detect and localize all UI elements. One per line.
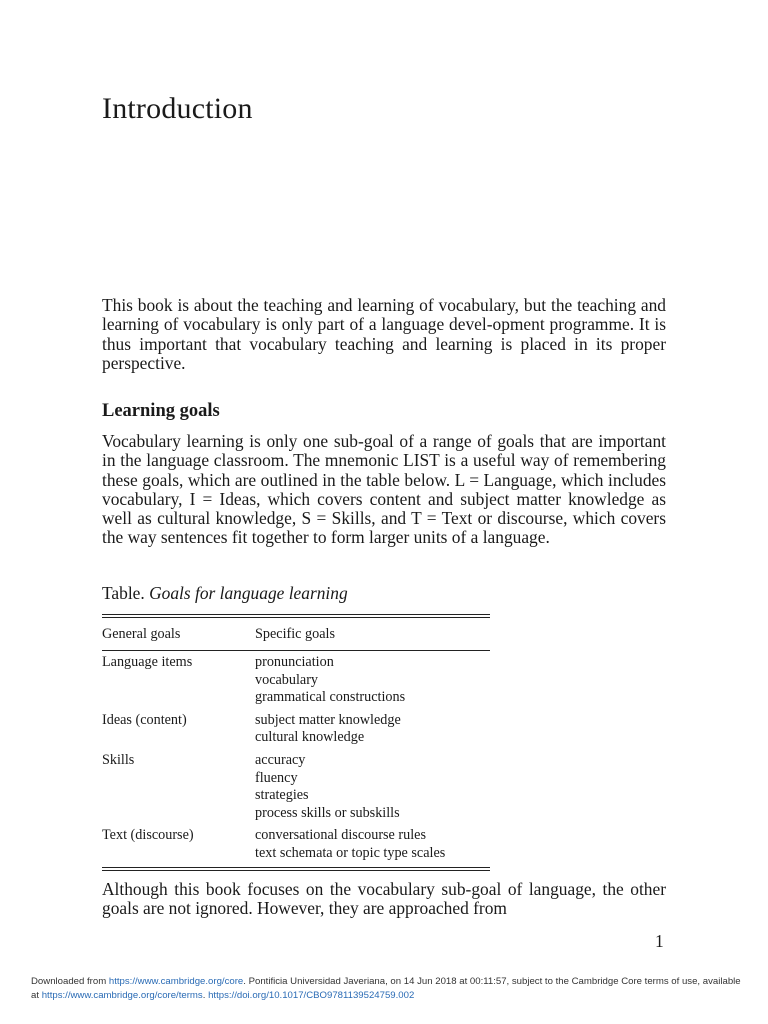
table-row bbox=[102, 712, 490, 747]
table-row bbox=[102, 827, 490, 862]
intro-paragraph: This book is about the teaching and learning of vocabulary, but the teaching and learning of vocabulary is only part of a language devel-opment programme. It is thus important that vocabulary teaching and learning is placed in its proper perspective. bbox=[102, 295, 666, 373]
following-paragraph: Although this book focuses on the vocabulary sub-goal of language, the other goals are not ignored. However, they are approached from bbox=[102, 879, 666, 919]
footer-separator: . bbox=[202, 989, 206, 1001]
specific-goal-item: vocabulary bbox=[255, 671, 319, 688]
specific-goals-cell bbox=[255, 752, 490, 822]
table-row bbox=[102, 752, 490, 822]
specific-goals-cell bbox=[255, 712, 490, 747]
table-header-row bbox=[102, 618, 490, 650]
general-goal-cell: Skills bbox=[102, 751, 135, 768]
table-caption-title: Goals for language learning bbox=[149, 583, 348, 603]
specific-goal-item: pronunciation bbox=[255, 654, 334, 670]
terms-link[interactable]: https://www.cambridge.org/core/terms bbox=[41, 989, 203, 1001]
specific-goal-item: grammatical constructions bbox=[255, 689, 406, 706]
specific-goal-item: cultural knowledge bbox=[255, 729, 365, 746]
column-header-general: General goals bbox=[102, 626, 181, 642]
page-title: Introduction bbox=[102, 92, 253, 125]
goals-paragraph: Vocabulary learning is only one sub-goal of a range of goals that are important in the language classroom. The mnemonic LIST is a useful way of remembering these goals, which are outlined in the table below. L = Language, which includes vocabulary, I = Ideas, which covers content and subject matter knowledge as well as cultural knowledge, S = Skills, and T = Text or discourse, which covers the way sentences fit together to form larger units of a language. bbox=[102, 431, 666, 548]
specific-goal-item: subject matter knowledge bbox=[255, 711, 401, 728]
specific-goals-cell bbox=[255, 654, 490, 707]
table-bottom-rule bbox=[102, 867, 490, 871]
core-link[interactable]: https://www.cambridge.org/core bbox=[108, 976, 244, 987]
table-caption-prefix: Table. bbox=[102, 583, 145, 603]
section-heading: Learning goals bbox=[102, 401, 220, 421]
page-number: 1 bbox=[655, 931, 664, 951]
download-footer bbox=[31, 975, 746, 1002]
specific-goal-item: text schemata or topic type scales bbox=[255, 844, 446, 861]
table-body bbox=[102, 651, 490, 867]
specific-goal-item: conversational discourse rules bbox=[255, 827, 426, 844]
specific-goal-item: accuracy bbox=[255, 751, 306, 768]
general-goal-cell: Text (discourse) bbox=[102, 827, 194, 844]
column-header-specific: Specific goals bbox=[255, 626, 335, 642]
general-goal-cell: Ideas (content) bbox=[102, 711, 187, 728]
specific-goal-item: fluency bbox=[255, 769, 298, 786]
specific-goal-item: strategies bbox=[255, 787, 309, 804]
specific-goals-cell bbox=[255, 827, 490, 862]
table-row bbox=[102, 654, 490, 707]
table-caption bbox=[102, 583, 348, 604]
footer-downloaded-label: Downloaded from bbox=[31, 976, 107, 987]
doi-link[interactable]: https://doi.org/10.1017/CBO9781139524759.002 bbox=[208, 989, 415, 1001]
footer-access-text: . Pontificia Universidad Javeriana, on 14 Jun 2018 at 00:11:57, subject to the Cambridge Core terms of use, available at bbox=[31, 976, 741, 1001]
goals-table bbox=[102, 614, 490, 871]
general-goal-cell: Language items bbox=[102, 654, 193, 670]
specific-goal-item: process skills or subskills bbox=[255, 804, 400, 821]
